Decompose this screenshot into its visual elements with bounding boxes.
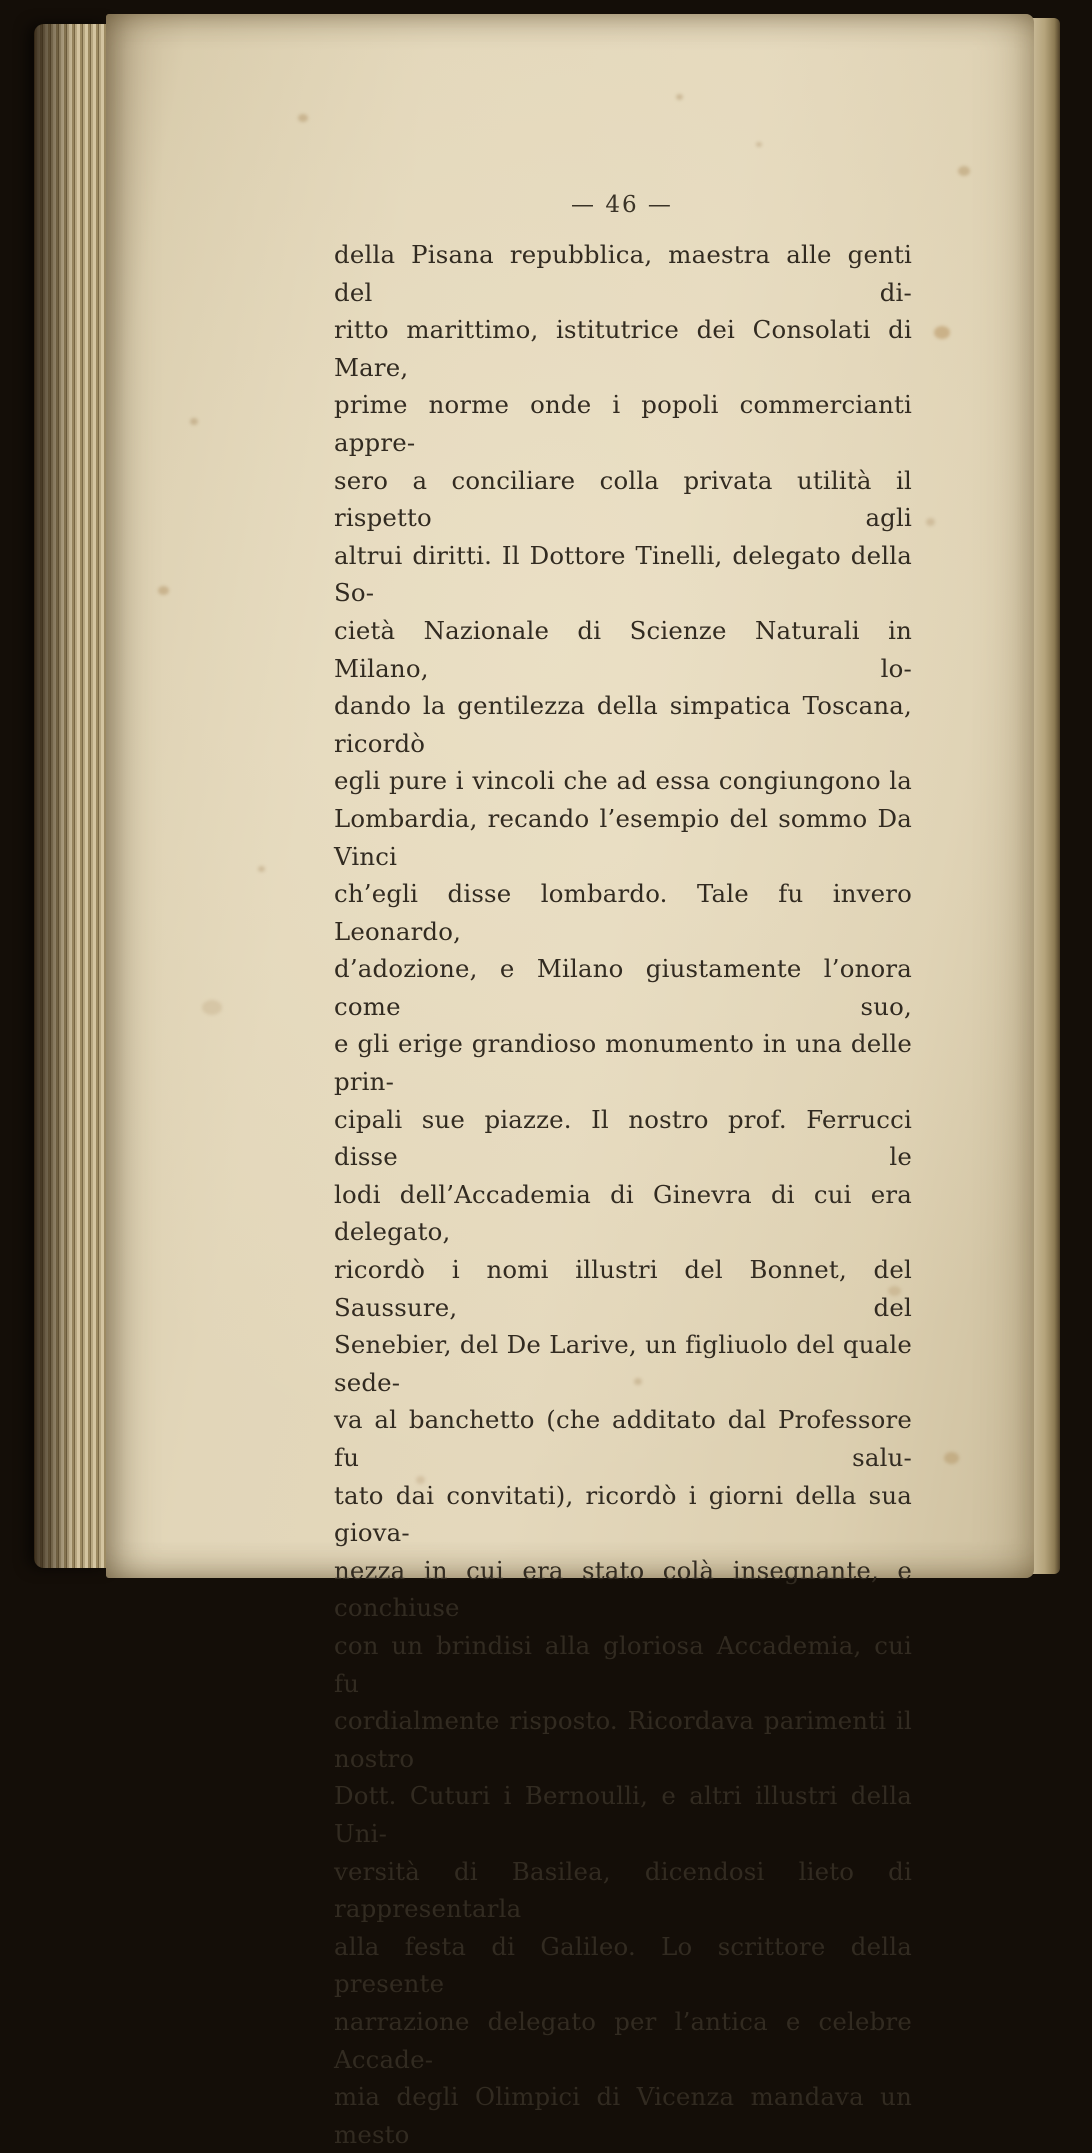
text-line: prime norme onde i popoli commercianti appre- bbox=[334, 390, 912, 457]
text-line: cietà Nazionale di Scienze Naturali in Milano, lo- bbox=[334, 615, 912, 683]
text-line: ritto marittimo, istitutrice dei Consolati di Mare, bbox=[334, 315, 912, 382]
text-line: va al banchetto (che additato dal Professore fu salu- bbox=[334, 1405, 912, 1472]
stain-spot bbox=[756, 142, 762, 147]
text-line: lodi dell’Accademia di Ginevra di cui era delegato, bbox=[334, 1179, 912, 1247]
text-line: tato dai convitati), ricordò i giorni della sua giova- bbox=[334, 1480, 912, 1548]
stain-spot bbox=[926, 518, 935, 526]
text-line: egli pure i vincoli che ad essa congiungono la bbox=[334, 766, 912, 796]
stain-spot bbox=[934, 326, 950, 339]
stain-spot bbox=[202, 1000, 222, 1015]
text-line: ricordò i nomi illustri del Bonnet, del Saussure, del bbox=[334, 1255, 912, 1322]
stain-spot bbox=[158, 586, 169, 595]
text-line: versità di Basilea, dicendosi lieto di rappresentarla bbox=[334, 1856, 912, 1924]
book-page-edges-left bbox=[34, 24, 110, 1568]
text-line: narrazione delegato per l’antica e celebre Accade- bbox=[334, 2006, 912, 2074]
page-number: — 46 — bbox=[571, 192, 673, 218]
text-line: Senebier, del De Larive, un figliuolo del quale sede- bbox=[334, 1330, 912, 1397]
text-line: ch’egli disse lombardo. Tale fu invero Leonardo, bbox=[334, 879, 912, 946]
text-line: cordialmente risposto. Ricordava parimenti il nostro bbox=[334, 1706, 912, 1773]
text-line: altrui diritti. Il Dottore Tinelli, delegato della So- bbox=[334, 540, 912, 608]
text-line: dando la gentilezza della simpatica Toscana, ricordò bbox=[334, 691, 912, 758]
text-line: e gli erige grandioso monumento in una delle prin- bbox=[334, 1029, 912, 1097]
stain-spot bbox=[298, 114, 308, 122]
book-page bbox=[106, 14, 1034, 2149]
text-line: Lombardia, recando l’esempio del sommo Da Vinci bbox=[334, 803, 912, 871]
text-line: d’adozione, e Milano giustamente l’onora come suo, bbox=[334, 954, 912, 1021]
text-line: con un brindisi alla gloriosa Accademia, cui fu bbox=[334, 1630, 912, 1698]
text-line: cipali sue piazze. Il nostro prof. Ferrucci disse le bbox=[334, 1104, 912, 1172]
text-line: nezza in cui era stato colà insegnante, e conchiuse bbox=[334, 1555, 912, 1623]
stain-spot bbox=[676, 94, 683, 100]
stain-spot bbox=[944, 1452, 959, 1464]
book-page-edge-right bbox=[1032, 18, 1060, 1574]
stain-spot bbox=[190, 418, 198, 425]
page-text bbox=[334, 236, 912, 2153]
text-line: alla festa di Galileo. Lo scrittore della presente bbox=[334, 1931, 912, 1999]
text-line: Dott. Cuturi i Bernoulli, e altri illustri della Uni- bbox=[334, 1781, 912, 1848]
stain-spot bbox=[258, 866, 265, 872]
text-line: mia degli Olimpici di Vicenza mandava un mesto bbox=[334, 2082, 912, 2149]
stain-spot bbox=[958, 166, 970, 176]
text-line: sero a conciliare colla privata utilità il rispetto agli bbox=[334, 465, 912, 533]
text-line: della Pisana repubblica, maestra alle genti del di- bbox=[334, 240, 912, 307]
